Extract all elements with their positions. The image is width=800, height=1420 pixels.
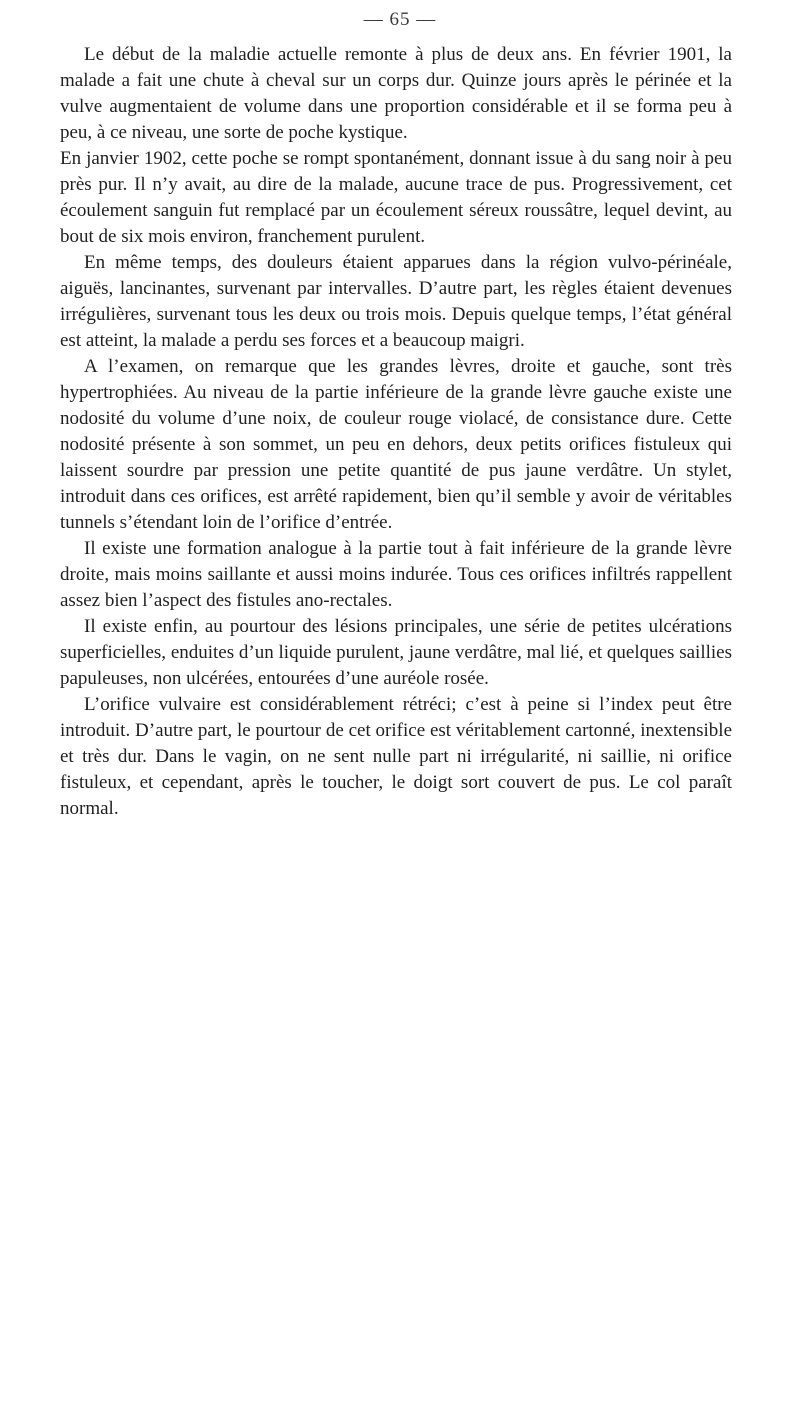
- paragraph-pain: En même temps, des douleurs étaient apparues dans la région vulvo-périnéale, aiguës, lancinantes, survenant par intervalles. D’autre part, les règles étaient devenues irrégulières, survenant tous les deux ou trois mois. Depuis quelque temps, l’état général est atteint, la malade a perdu ses forces et a beaucoup maigri.: [60, 252, 732, 351]
- paragraph-examination: A l’examen, on remarque que les grandes lèvres, droite et gauche, sont très hypertrophiées. Au niveau de la partie inférieure de la grande lèvre gauche existe une nodosité du volume d’une noix, de couleur rouge violacé, de consistance dure. Cette nodosité présente à son sommet, un peu en dehors, deux petits orifices fistuleux qui laissent sourdre par pression une petite quantité de pus jaune verdâtre. Un stylet, introduit dans ces orifices, est arrêté rapidement, bien qu’il semble y avoir de véritables tunnels s’étendant loin de l’orifice d’entrée.: [60, 356, 732, 533]
- page-number: — 65 —: [363, 9, 437, 30]
- paragraph-right-labium: Il existe une formation analogue à la partie tout à fait inférieure de la grande lèvre droite, mais moins saillante et aussi moins indurée. Tous ces orifices infiltrés rappellent assez bien l’aspect des fistules ano-rectales.: [60, 538, 732, 611]
- paragraph-vulvar-orifice: L’orifice vulvaire est considérablement rétréci; c’est à peine si l’index peut être introduit. D’autre part, le pourtour de cet orifice est véritablement cartonné, inextensible et très dur. Dans le vagin, on ne sent nulle part ni irrégularité, ni saillie, ni orifice fistuleux, et cependant, après le toucher, le doigt sort couvert de pus. Le col paraît normal.: [60, 694, 732, 819]
- paragraph-rupture: En janvier 1902, cette poche se rompt spontanément, donnant issue à du sang noir à peu près pur. Il n’y avait, au dire de la malade, aucune trace de pus. Progressivement, cet écoulement sanguin fut remplacé par un écoulement séreux roussâtre, lequel devint, au bout de six mois environ, franchement purulent.: [60, 148, 732, 247]
- body-text: [60, 42, 732, 822]
- paragraph-ulcerations: Il existe enfin, au pourtour des lésions principales, une série de petites ulcérations superficielles, enduites d’un liquide purulent, jaune verdâtre, mal lié, et quelques saillies papuleuses, non ulcérées, entourées d’une auréole rosée.: [60, 616, 732, 689]
- paragraph-onset: Le début de la maladie actuelle remonte à plus de deux ans. En février 1901, la malade a fait une chute à cheval sur un corps dur. Quinze jours après le périnée et la vulve augmentaient de volume dans une proportion considérable et il se forma peu à peu, à ce niveau, une sorte de poche kystique.: [60, 44, 732, 143]
